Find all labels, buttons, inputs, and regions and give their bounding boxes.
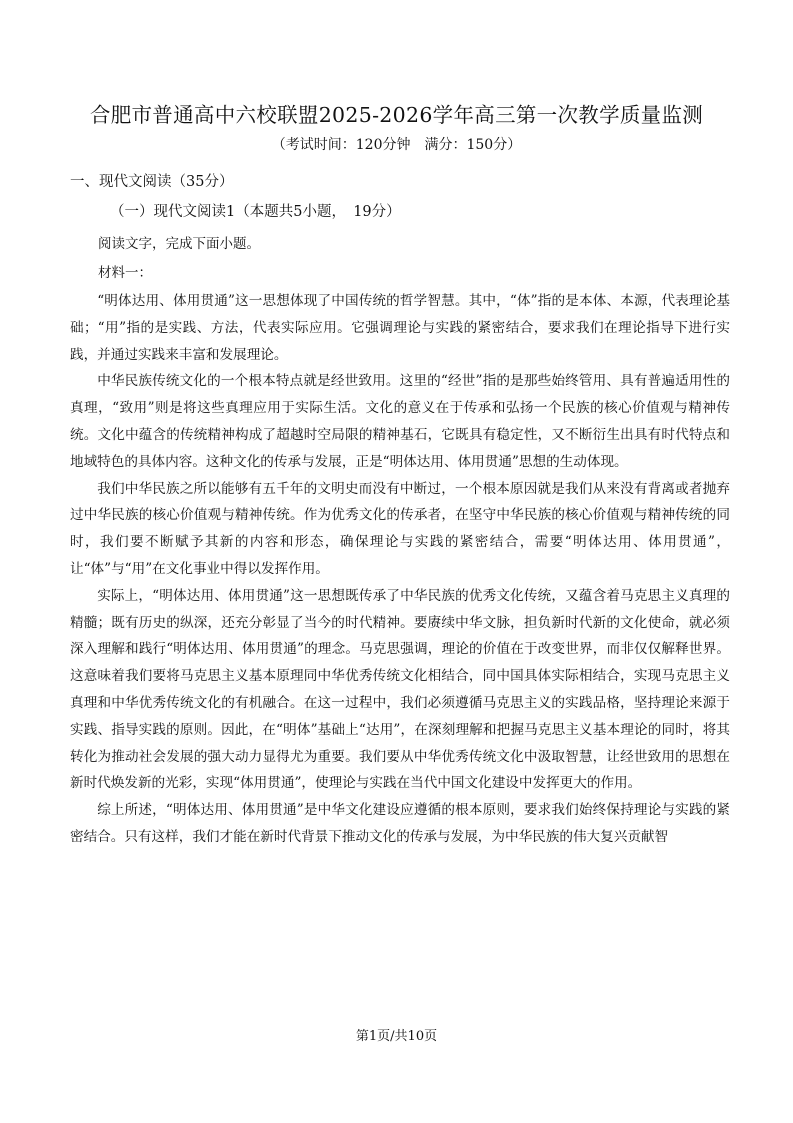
- reading-instruction: 阅读文字，完成下面小题。: [98, 236, 260, 252]
- paragraph-4: 实际上，“明体达用、体用贯通”这一思想既传承了中华民族的优秀文化传统，又蕴含着马克思主义真理的精髓；既有历史的纵深，还充分彰显了当今的时代精神。要赓续中华文脉，担负新时代新的文化使命，就必须深入理解和践行“明体达用、体用贯通”的理念。马克思强调，理论的价值在于改变世界，而非仅仅解释世界。这意味着我们要将马克思主义基本原理同中华优秀传统文化相结合，同中国具体实际相结合，实现马克思主义真理和中华优秀传统文化的有机融合。在这一过程中，我们必须遵循马克思主义的实践品格，坚持理论来源于实践、指导实践的原则。因此，在“明体”基础上“达用”，在深刻理解和把握马克思主义基本理论的同时，将其转化为推动社会发展的强大动力显得尤为重要。我们要从中华优秀传统文化中汲取智慧，让经世致用的思想在新时代焕发新的光彩，实现“体用贯通”，使理论与实践在当代中国文化建设中发挥更大的作用。: [70, 587, 730, 792]
- paragraph-5: 综上所述，“明体达用、体用贯通”是中华文化建设应遵循的根本原则，要求我们始终保持理论与实践的紧密结合。只有这样，我们才能在新时代背景下推动文化的传承与发展，为中华民族的伟大复兴贡献智: [70, 802, 730, 845]
- subsection-heading: （一）现代文阅读1（本题共5小题， 19分）: [110, 204, 401, 220]
- exam-title: 合肥市普通高中六校联盟2025-2026学年高三第一次教学质量监测: [89, 103, 704, 127]
- page-footer: 第1页/共10页: [355, 1029, 438, 1044]
- paragraph-2: 中华民族传统文化的一个根本特点就是经世致用。这里的“经世”指的是那些始终管用、具有普遍适用性的真理，“致用”则是将这些真理应用于实际生活。文化的意义在于传承和弘扬一个民族的核心价值观与精神传统。文化中蕴含的传统精神构成了超越时空局限的精神基石，它既具有稳定性，又不断衍生出具有时代特点和地域特色的具体内容。这种文化的传承与发展，正是“明体达用、体用贯通”思想的生动体现。: [70, 373, 730, 470]
- paragraph-3: 我们中华民族之所以能够有五千年的文明史而没有中断过，一个根本原因就是我们从来没有背离或者抛弃过中华民族的核心价值观与精神传统。作为优秀文化的传承者，在坚守中华民族的核心价值观与精神传统的同时，我们要不断赋予其新的内容和形态，确保理论与实践的紧密结合，需要“明体达用、体用贯通”，让“体”与“用”在文化事业中得以发挥作用。: [70, 480, 730, 577]
- paragraph-1: “明体达用、体用贯通”这一思想体现了中国传统的哲学智慧。其中，“体”指的是本体、本源，代表理论基础；“用”指的是实践、方法，代表实际应用。它强调理论与实践的紧密结合，要求我们在理论指导下进行实践，并通过实践来丰富和发展理论。: [70, 293, 730, 363]
- reading-passage: [70, 288, 730, 851]
- exam-subtitle: （考试时间：120分钟 满分：150分）: [271, 137, 522, 153]
- section-heading: 一、现代文阅读（35分）: [70, 174, 234, 190]
- material-label: 材料一：: [98, 265, 152, 281]
